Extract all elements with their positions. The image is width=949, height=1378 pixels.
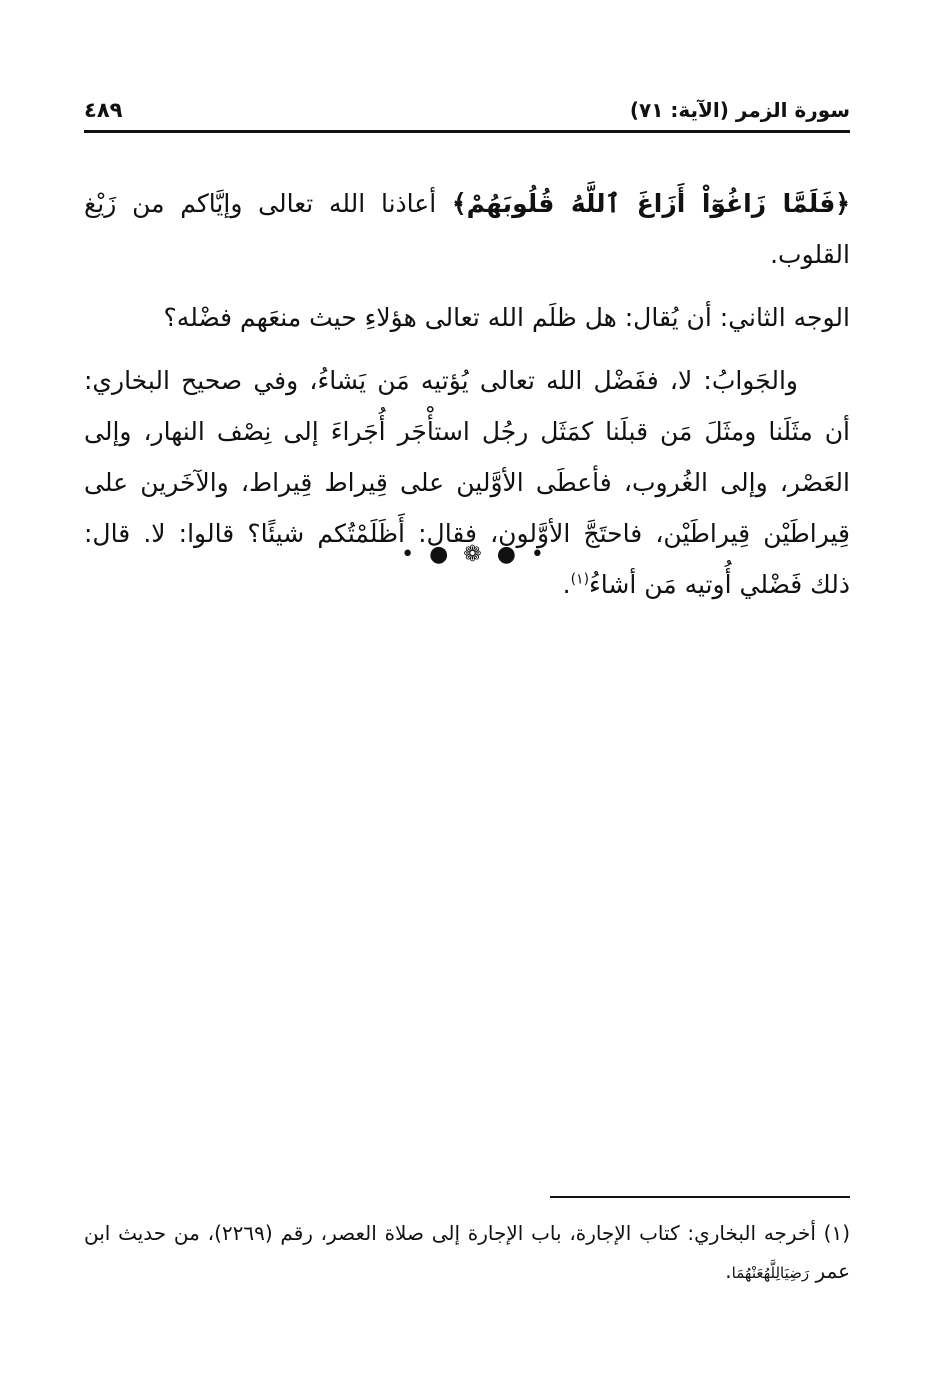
honorific: رَضِيَالِلَّهُعَنْهُمَا	[731, 1264, 810, 1282]
footnotes	[84, 1214, 850, 1292]
paragraph-1-text: أعاذنا الله تعالى وإيَّاكم من زَيْغ القلوب.	[84, 189, 850, 269]
footnote-rule	[550, 1196, 850, 1198]
paragraph-3	[84, 355, 850, 610]
paragraph-2-text: الوجه الثاني: أن يُقال: هل ظلَم الله تعالى هؤلاءِ حيث منعَهم فضْله؟	[163, 303, 850, 332]
page-header	[84, 96, 850, 130]
page-number: ٤٨٩	[84, 98, 123, 122]
footnote-ref[interactable]: (١)	[570, 571, 590, 588]
header-rule	[84, 130, 850, 133]
paragraph-3-end: .	[562, 570, 571, 599]
paragraph-2	[84, 292, 850, 343]
paragraph-3-text: والجَوابُ: لا، ففَضْل الله تعالى يُؤتيه مَن يَشاءُ، وفي صحيح البخاري: أن مثَلَنا ومثَلَ مَن قبلَنا كمَثَل رجُل استأْجَر أُجَراءَ إلى نِصْف النهار، وإلى العَصْر، وإلى الغُروب، فأعطَى الأوَّلين على قِيراط قِيراط، والآخَرين على قِيراطَيْن قِيراطَيْن، فاحتَجَّ الأوَّلون، فقال: أَظَلَمْتُكم شيئًا؟ قالوا: لا. قال: ذلك فَضْلي أُوتيه مَن أشاءُ	[84, 366, 850, 599]
footnote-1-text: (١) أخرجه البخاري: كتاب الإجارة، باب الإجارة إلى صلاة العصر، رقم (٢٢٦٩)، من حديث ابن عمر	[84, 1221, 850, 1283]
header-title: سورة الزمر (الآية: ٧١)	[629, 98, 850, 122]
paragraph-1	[84, 178, 850, 280]
section-divider: • ● ❁ ● •	[401, 542, 548, 567]
footnote-1-end: .	[725, 1259, 732, 1283]
quran-verse: ﴿فَلَمَّا زَاغُوٓاْ أَزَاغَ ٱللَّهُ قُلُوبَهُمْ﴾	[451, 189, 851, 218]
footnote-1	[84, 1214, 850, 1292]
